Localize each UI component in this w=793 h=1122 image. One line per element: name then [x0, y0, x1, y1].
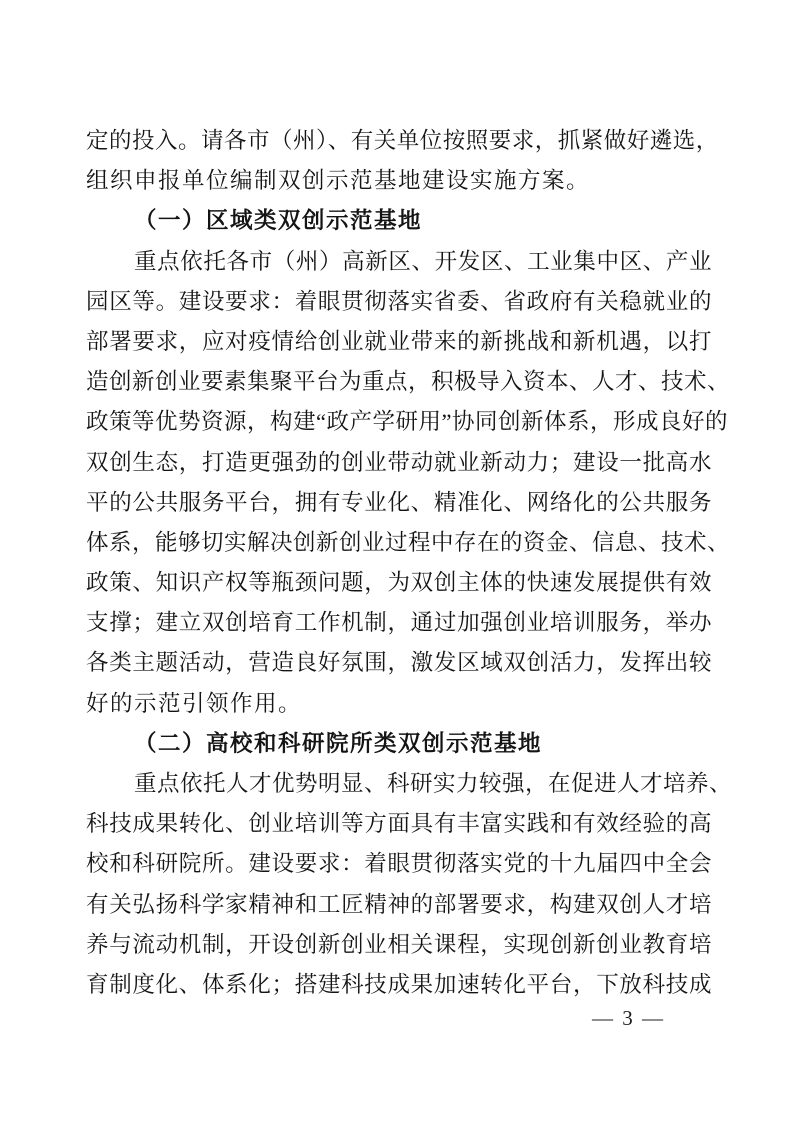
page-number: — 3 — — [592, 1006, 665, 1030]
text-line: 组织申报单位编制双创示范基地建设实施方案。 — [86, 168, 591, 194]
text-line: 造创新创业要素集聚平台为重点，积极导入资本、人才、技术、 — [86, 369, 731, 395]
text-block — [86, 121, 733, 1005]
text-line: 校和科研院所。建设要求：着眼贯彻落实党的十九届四中全会 — [86, 851, 712, 877]
text-line: 育制度化、体系化；搭建科技成果加速转化平台，下放科技成 — [86, 971, 712, 997]
heading-section-2: （二）高校和科研院所类双创示范基地 — [134, 730, 543, 756]
text-line: 平的公共服务平台，拥有专业化、精准化、网络化的公共服务 — [86, 489, 712, 515]
text-line: 园区等。建设要求：着眼贯彻落实省委、省政府有关稳就业的 — [86, 288, 712, 314]
text-line: 政策等优势资源，构建“政产学研用”协同创新体系，形成良好的 — [86, 409, 728, 435]
text-line: 重点依托各市（州）高新区、开发区、工业集中区、产业 — [134, 248, 712, 274]
text-line: 各类主题活动，营造良好氛围，激发区域双创活力，发挥出较 — [86, 650, 712, 676]
text-line: 体系，能够切实解决创新创业过程中存在的资金、信息、技术、 — [86, 529, 731, 555]
text-line: 养与流动机制，开设创新创业相关课程，实现创新创业教育培 — [86, 931, 712, 957]
text-line: 政策、知识产权等瓶颈问题，为双创主体的快速发展提供有效 — [86, 570, 712, 596]
text-line: 定的投入。请各市（州）、有关单位按照要求，抓紧做好遴选， — [86, 128, 719, 153]
text-line: 双创生态，打造更强劲的创业带动就业新动力；建设一批高水 — [86, 449, 712, 475]
heading-section-1: （一）区域类双创示范基地 — [134, 208, 423, 234]
text-line: 支撑；建立双创培育工作机制，通过加强创业培训服务，举办 — [86, 610, 712, 636]
text-line: 重点依托人才优势明显、科研实力较强，在促进人才培养、 — [134, 771, 733, 796]
text-line: 部署要求，应对疫情给创业就业带来的新挑战和新机遇，以打 — [86, 328, 712, 354]
text-line: 好的示范引领作用。 — [86, 690, 303, 716]
text-line: 科技成果转化、创业培训等方面具有丰富实践和有效经验的高 — [86, 811, 712, 837]
text-line: 有关弘扬科学家精神和工匠精神的部署要求，构建双创人才培 — [86, 891, 712, 917]
